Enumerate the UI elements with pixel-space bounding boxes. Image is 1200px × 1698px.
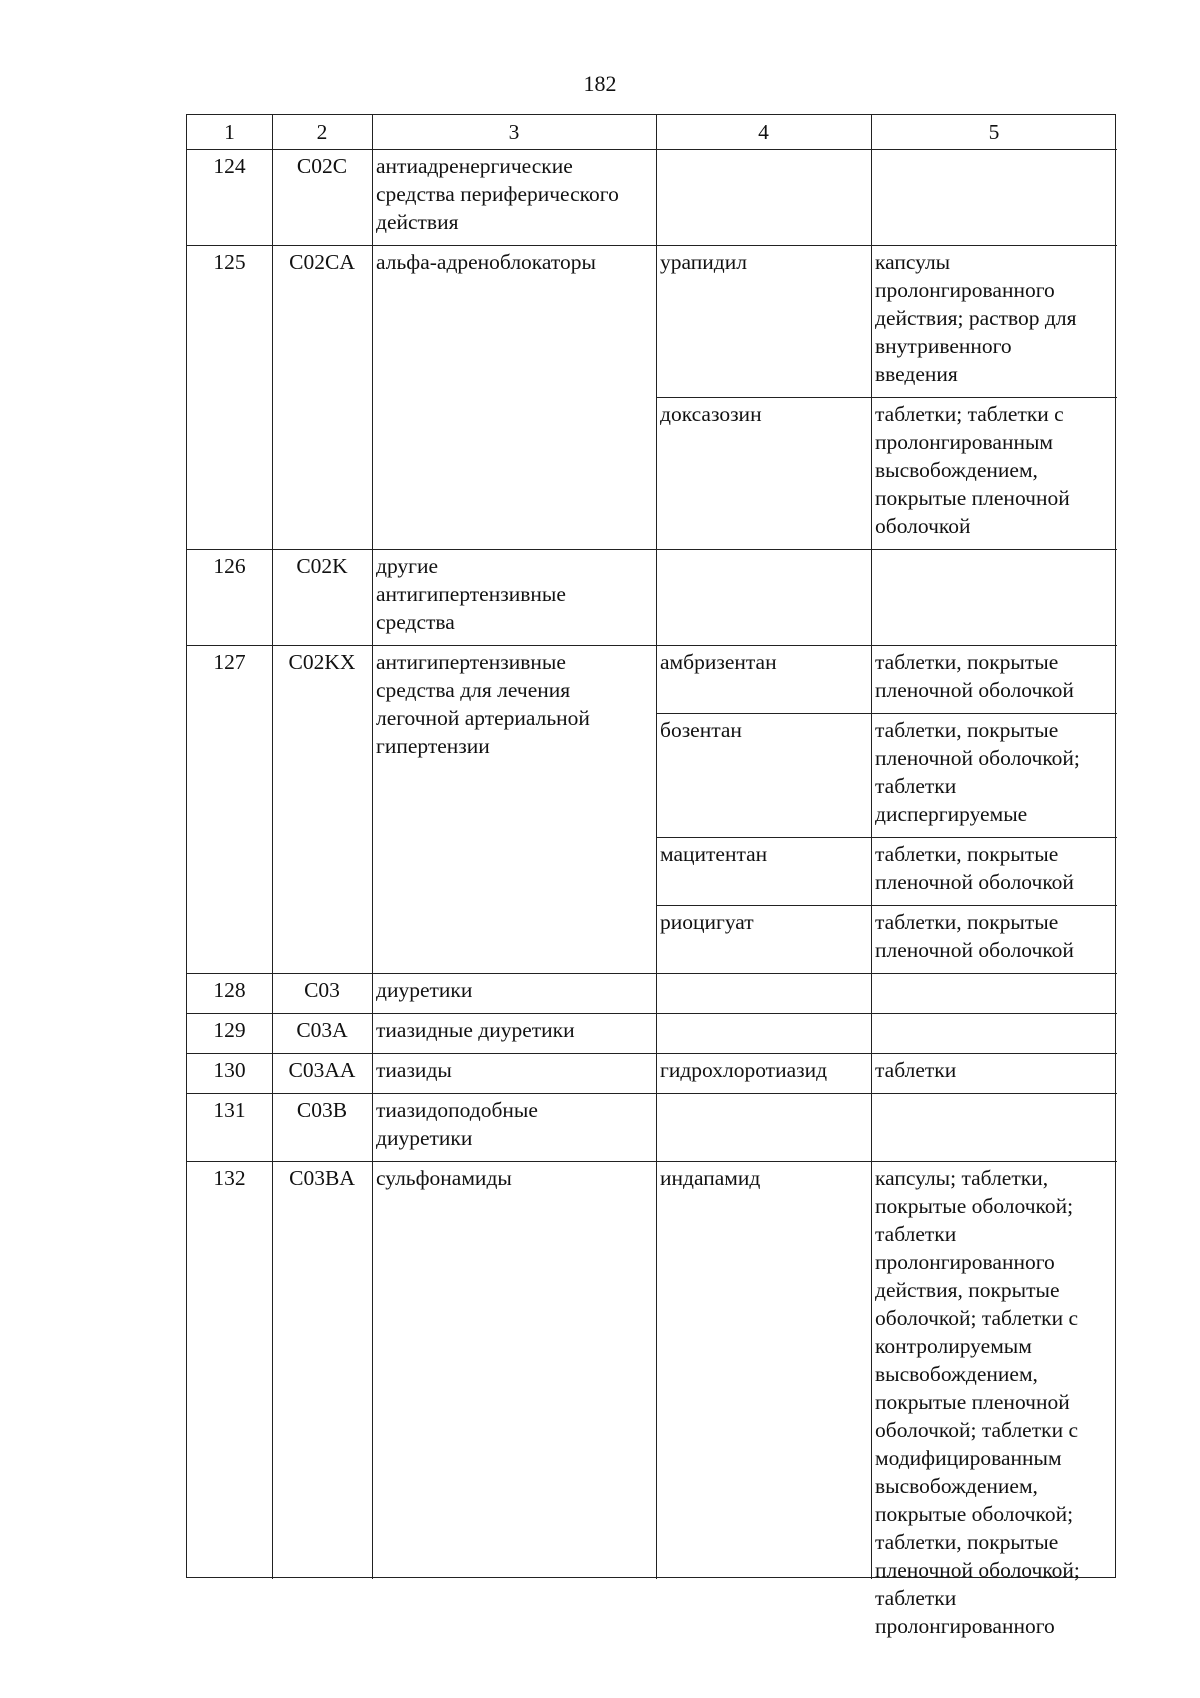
row-number: 131 [213, 1098, 246, 1122]
dosage-forms: капсулы пролонгированного действия; раствор для внутривенного введения [875, 250, 1077, 386]
row-rule [187, 245, 1117, 246]
row-number: 124 [213, 154, 246, 178]
atc-code: C02C [296, 154, 348, 178]
dosage-forms: таблетки, покрытые пленочной оболочкой [875, 842, 1074, 894]
row-number: 126 [213, 554, 246, 578]
row-rule [656, 713, 1117, 714]
column-rule [871, 115, 872, 1579]
dosage-forms: таблетки, покрытые пленочной оболочкой; таблетки диспергируемые [875, 718, 1080, 826]
column-header-4: 4 [758, 120, 769, 144]
column-rule [656, 115, 657, 1579]
row-rule [187, 645, 1117, 646]
row-number: 125 [213, 250, 246, 274]
row-rule [187, 1013, 1117, 1014]
anatomical-therapeutic-group: тиазидоподобные диуретики [376, 1098, 538, 1150]
row-rule [187, 1053, 1117, 1054]
dosage-forms: таблетки, покрытые пленочной оболочкой [875, 910, 1074, 962]
anatomical-therapeutic-group: сульфонамиды [376, 1166, 512, 1190]
anatomical-therapeutic-group: диуретики [376, 978, 473, 1002]
drug-name: индапамид [660, 1166, 761, 1190]
row-rule [656, 837, 1117, 838]
row-rule [187, 1161, 1117, 1162]
column-rule [272, 115, 273, 1579]
row-number: 128 [213, 978, 246, 1002]
drug-name: бозентан [660, 718, 742, 742]
page-number: 182 [583, 71, 617, 96]
row-rule [187, 149, 1117, 150]
atc-code: C03A [296, 1018, 348, 1042]
row-number: 129 [213, 1018, 246, 1042]
drug-name: урапидил [660, 250, 747, 274]
drug-name: риоцигуат [660, 910, 754, 934]
atc-code: C03BA [289, 1166, 355, 1190]
column-header-5: 5 [988, 120, 1000, 144]
dosage-forms: таблетки [875, 1058, 957, 1082]
dosage-forms: таблетки; таблетки с пролонгированным высвобождением, покрытые пленочной оболочкой [875, 402, 1070, 538]
row-number: 130 [213, 1058, 246, 1082]
row-rule [187, 549, 1117, 550]
atc-code: C02K [296, 554, 348, 578]
row-number: 132 [213, 1166, 246, 1190]
anatomical-therapeutic-group: альфа-адреноблокаторы [376, 250, 596, 274]
anatomical-therapeutic-group: тиазидные диуретики [376, 1018, 575, 1042]
row-rule [656, 397, 1117, 398]
row-rule [187, 1093, 1117, 1094]
anatomical-therapeutic-group: другие антигипертензивные средства [376, 554, 566, 634]
atc-code: C02KX [288, 650, 356, 674]
column-header-3: 3 [508, 120, 520, 144]
drug-name: мацитентан [660, 842, 768, 866]
column-header-2: 2 [316, 120, 328, 144]
column-rule [372, 115, 373, 1579]
drug-name: гидрохлоротиазид [660, 1058, 828, 1082]
drug-name: амбризентан [660, 650, 777, 674]
drug-classification-table [186, 114, 1116, 1638]
atc-code: C03 [304, 978, 340, 1002]
column-header-1: 1 [224, 120, 235, 144]
row-rule [656, 905, 1117, 906]
row-number: 127 [213, 650, 246, 674]
anatomical-therapeutic-group: антигипертензивные средства для лечения легочной артериальной гипертензии [376, 650, 590, 758]
atc-code: C02CA [289, 250, 355, 274]
dosage-forms: таблетки, покрытые пленочной оболочкой [875, 650, 1074, 702]
anatomical-therapeutic-group: тиазиды [376, 1058, 452, 1082]
dosage-forms: капсулы; таблетки, покрытые оболочкой; таблетки пролонгированного действия, покрытые оболочкой; таблетки с контролируемым высвобождением, покрытые пленочной оболочкой; таблетки с модифицированным высвобождением, покрытые оболочкой; таблетки, покрытые пленочной оболочкой; таблетки пролонгированного [875, 1166, 1080, 1638]
atc-code: C03AA [288, 1058, 356, 1082]
anatomical-therapeutic-group: антиадренергические средства периферического действия [376, 154, 619, 234]
atc-code: C03B [296, 1098, 348, 1122]
row-rule [187, 973, 1117, 974]
drug-name: доксазозин [660, 402, 762, 426]
